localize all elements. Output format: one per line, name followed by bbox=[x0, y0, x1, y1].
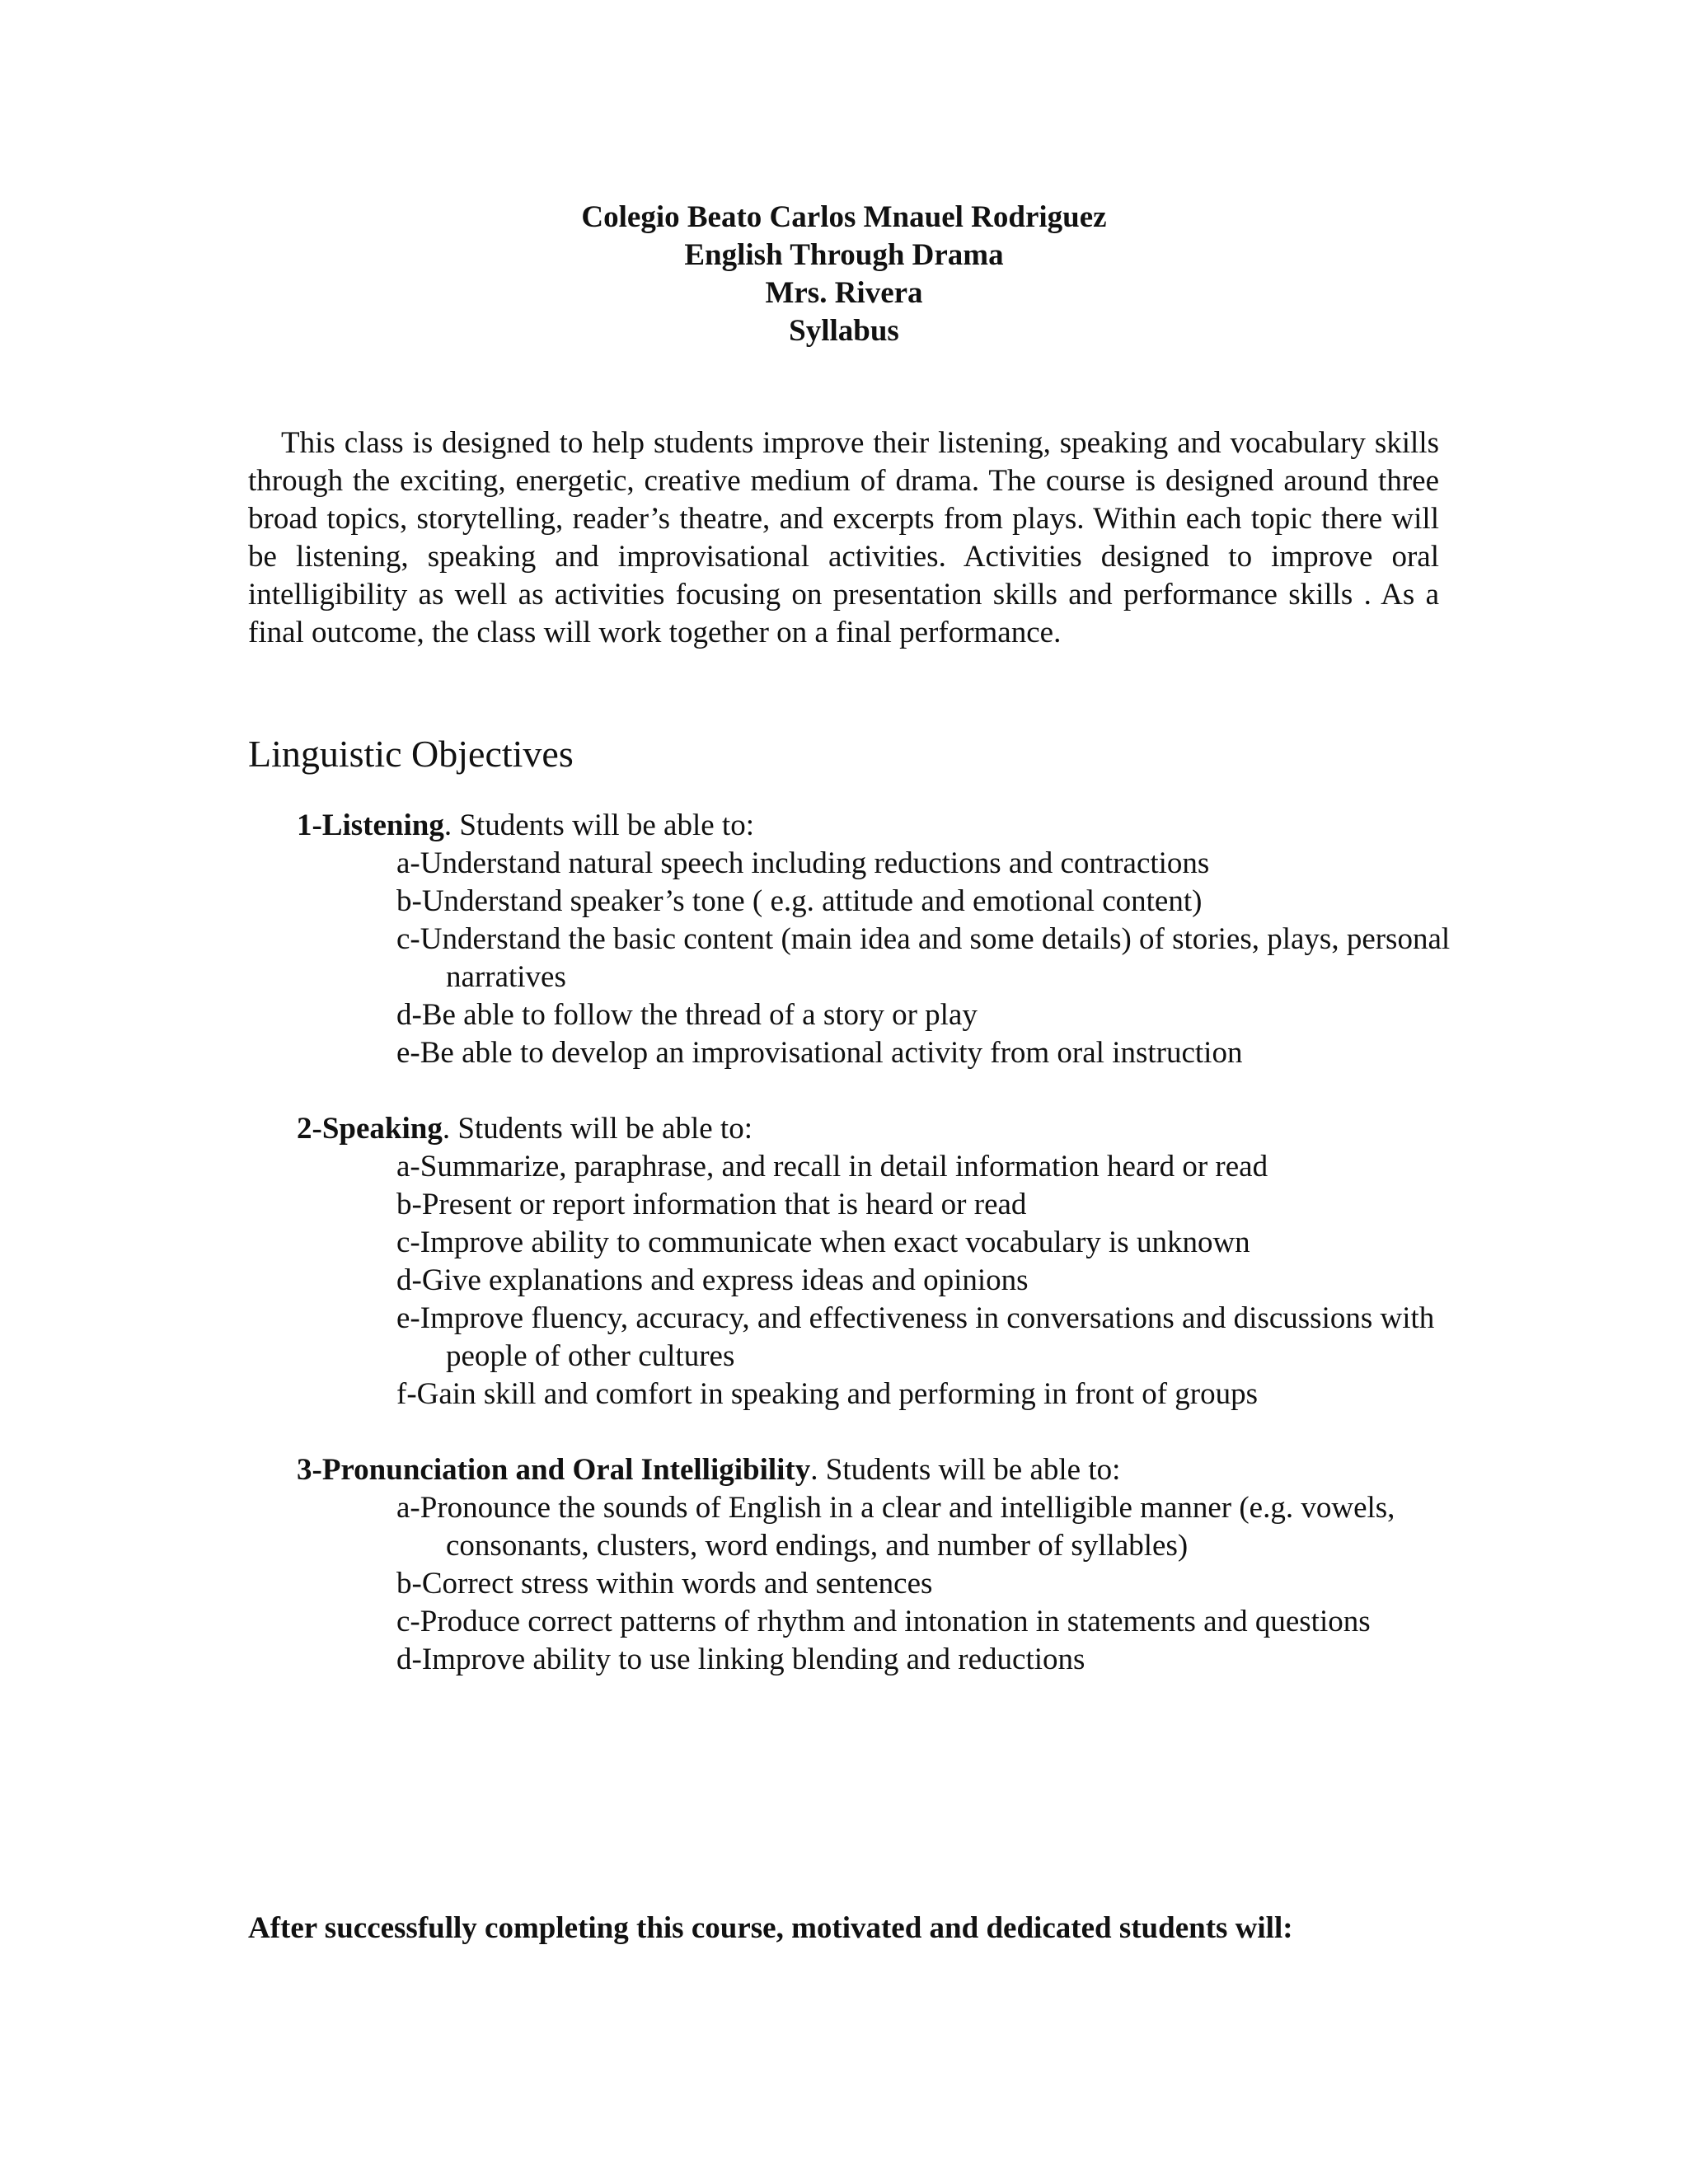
list-item: c-Improve ability to communicate when exact vocabulary is unknown bbox=[396, 1226, 1250, 1259]
objective-items bbox=[297, 1148, 1484, 1413]
list-item: b-Correct stress within words and sentences bbox=[396, 1567, 933, 1601]
objective-heading bbox=[297, 1451, 1484, 1489]
objective-items bbox=[297, 845, 1484, 1072]
list-item: a-Understand natural speech including reductions and contractions bbox=[396, 846, 1210, 880]
objective-heading bbox=[297, 807, 1484, 845]
document-header bbox=[0, 199, 1688, 350]
list-item: d-Give explanations and express ideas and opinions bbox=[396, 1263, 1029, 1297]
list-item: e-Be able to develop an improvisational activity from oral instruction bbox=[396, 1036, 1243, 1070]
intro-paragraph: This class is designed to help students improve their listening, speaking and vocabulary skills through the exciting, energetic, creative medium of drama. The course is designed around three broad topics, storytelling, reader’s theatre, and excerpts from plays. Within each topic there will be listening, speaking and improvisational activities. Activities designed to improve oral intelligibility as well as activities focusing on presentation skills and performance skills . As a final outcome, the class will work together on a final performance. bbox=[248, 426, 1439, 649]
objective-heading bbox=[297, 1110, 1484, 1148]
objective-pronunciation bbox=[297, 1451, 1484, 1679]
school-name: Colegio Beato Carlos Mnauel Rodriguez bbox=[581, 200, 1107, 234]
teacher-name: Mrs. Rivera bbox=[765, 276, 923, 310]
list-item: c-Produce correct patterns of rhythm and intonation in statements and questions bbox=[396, 1605, 1371, 1638]
list-item: d-Be able to follow the thread of a story or play bbox=[396, 998, 978, 1032]
list-item: b-Understand speaker’s tone ( e.g. attitude and emotional content) bbox=[396, 884, 1203, 918]
objective-number-title: 1-Listening bbox=[297, 808, 444, 842]
closing-statement: After successfully completing this course, motivated and dedicated students will: bbox=[248, 1911, 1293, 1945]
list-item: b-Present or report information that is heard or read bbox=[396, 1188, 1027, 1221]
list-item: d-Improve ability to use linking blending and reductions bbox=[396, 1643, 1085, 1676]
list-item: e-Improve fluency, accuracy, and effectiveness in conversations and discussions with people of other cultures bbox=[396, 1301, 1435, 1373]
objective-listening bbox=[297, 807, 1484, 1072]
section-title: Linguistic Objectives bbox=[248, 733, 574, 775]
list-item: f-Gain skill and comfort in speaking and performing in front of groups bbox=[396, 1377, 1259, 1411]
list-item: a-Pronounce the sounds of English in a clear and intelligible manner (e.g. vowels, consonants, clusters, word endings, and number of syllables) bbox=[396, 1491, 1395, 1563]
list-item: c-Understand the basic content (main idea and some details) of stories, plays, personal narratives bbox=[396, 922, 1451, 994]
course-title: English Through Drama bbox=[684, 238, 1004, 272]
objective-items bbox=[297, 1489, 1484, 1679]
objective-number-title: 3-Pronunciation and Oral Intelligibility bbox=[297, 1453, 811, 1487]
objective-lead: . Students will be able to: bbox=[443, 808, 754, 842]
objective-lead: . Students will be able to: bbox=[442, 1112, 753, 1146]
objective-lead: . Students will be able to: bbox=[810, 1453, 1121, 1487]
list-item: a-Summarize, paraphrase, and recall in detail information heard or read bbox=[396, 1150, 1268, 1183]
objective-speaking bbox=[297, 1110, 1484, 1413]
objective-number-title: 2-Speaking bbox=[297, 1112, 443, 1146]
document-type: Syllabus bbox=[789, 314, 899, 348]
